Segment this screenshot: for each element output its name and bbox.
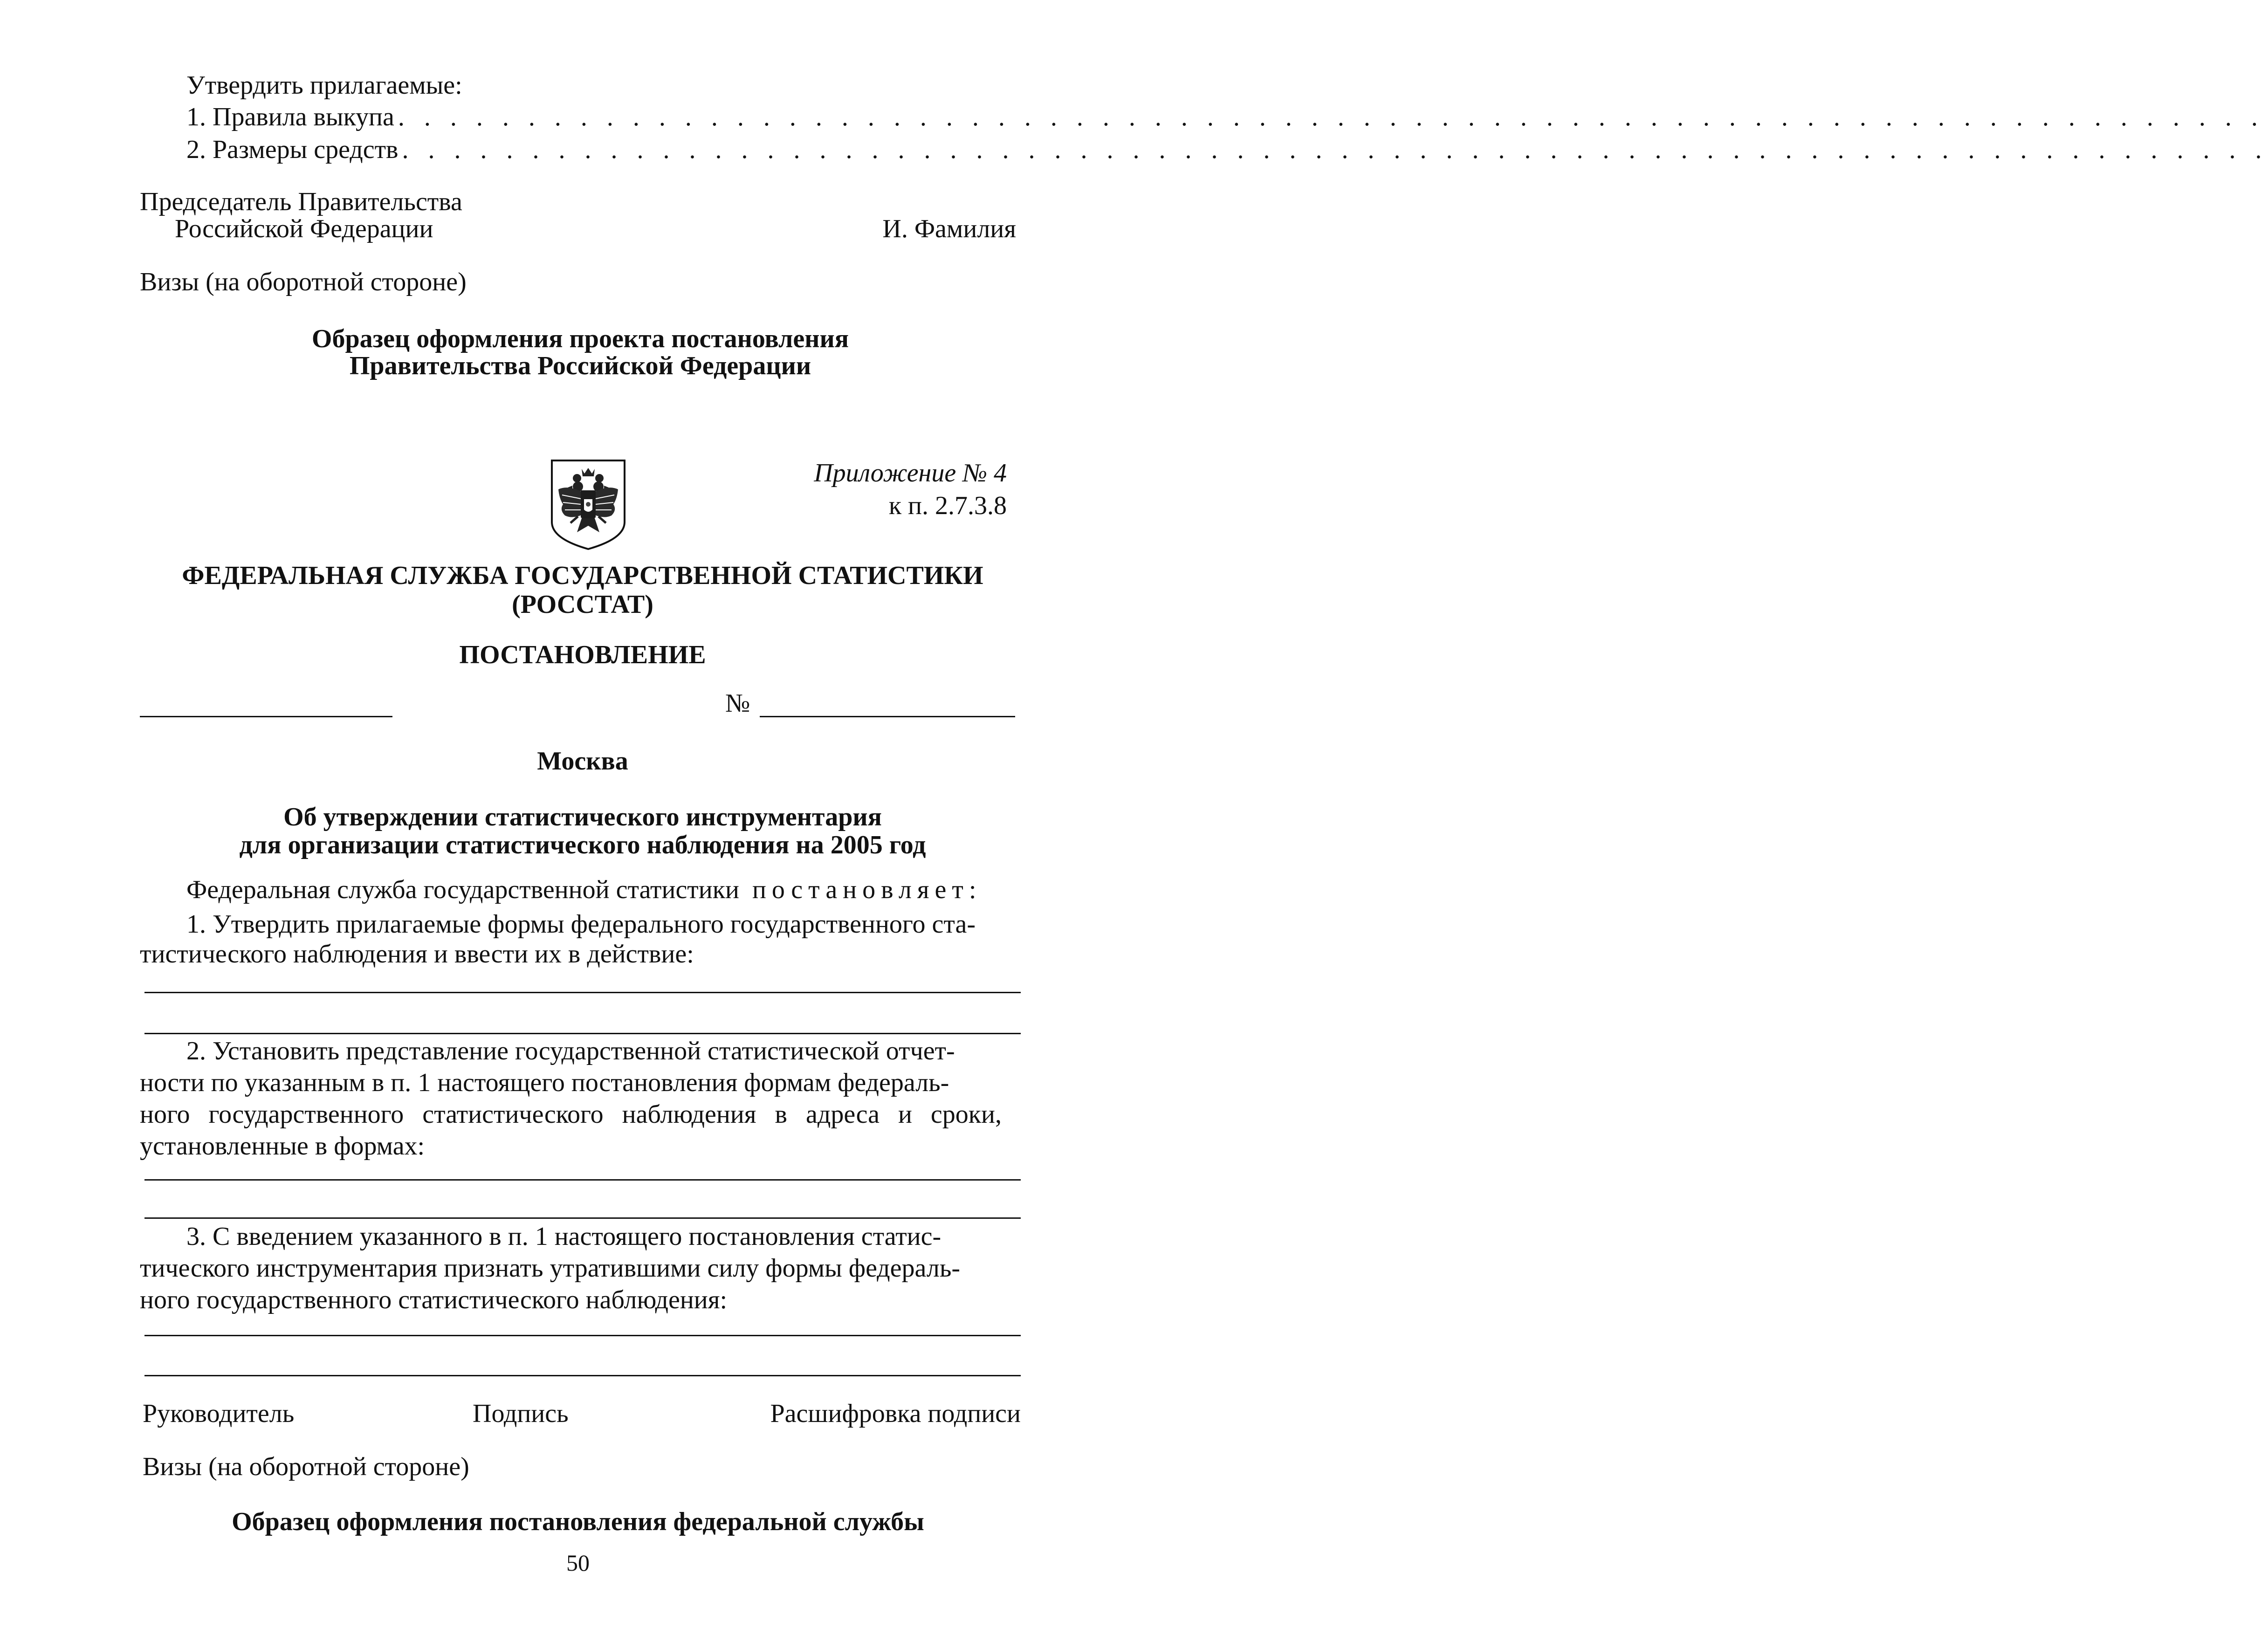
approve-item-2 xyxy=(186,134,2268,165)
coat-of-arms-icon xyxy=(549,458,627,551)
paragraph-2-line2: ности по указанным в п. 1 настоящего постановления формам федераль- xyxy=(140,1068,949,1097)
dot-leader: . . . . . . . . . . . . . . . . . . . . . . . . . . . . . . . . . . . . . . . . . . . . . . . . . . . . . . . . . . . . . . . . . . . . . . . . xyxy=(398,103,2264,131)
sample-caption-line1: Образец оформления проекта постановления xyxy=(311,324,849,353)
fill-line xyxy=(144,1375,1021,1376)
document-type: ПОСТАНОВЛЕНИЕ xyxy=(459,640,706,669)
signatory-title-line1: Председатель Правительства xyxy=(140,187,462,216)
signature-decode-label: Расшифровка подписи xyxy=(770,1399,1021,1428)
approve-intro: Утвердить прилагаемые: xyxy=(186,71,462,100)
paragraph-1-line2: тистического наблюдения и ввести их в действие: xyxy=(140,940,694,969)
fill-line xyxy=(144,992,1021,993)
decree-title-line1: Об утверждении статистического инструментария xyxy=(283,803,882,831)
fill-line xyxy=(144,1335,1021,1336)
org-name-line2: (РОССТАТ) xyxy=(512,590,653,619)
signature-head-title: Руководитель xyxy=(143,1399,295,1428)
fill-line xyxy=(144,1033,1021,1034)
org-name-line1: ФЕДЕРАЛЬНАЯ СЛУЖБА ГОСУДАРСТВЕННОЙ СТАТИСТИКИ xyxy=(182,561,983,590)
paragraph-3-line1: 3. С введением указанного в п. 1 настоящего постановления статис- xyxy=(186,1222,942,1251)
sample-caption-line2: Правительства Российской Федерации xyxy=(349,351,811,380)
fill-line xyxy=(144,1179,1021,1181)
sample-caption-bottom: Образец оформления постановления федеральной службы xyxy=(232,1507,924,1536)
approve-item-label: 1. Правила выкупа xyxy=(186,103,394,131)
preamble-verb: постановляет: xyxy=(752,875,982,904)
page-number: 50 xyxy=(566,1550,590,1576)
number-sign: № xyxy=(725,689,750,718)
number-line xyxy=(760,716,1015,717)
fill-line xyxy=(144,1217,1021,1219)
signatory-name: И. Фамилия xyxy=(882,214,1016,243)
preamble-text: Федеральная служба государственной статистики xyxy=(186,875,739,904)
date-line xyxy=(140,716,392,717)
preamble xyxy=(186,874,982,905)
dot-leader: . . . . . . . . . . . . . . . . . . . . . . . . . . . . . . . . . . . . . . . . . . . . . . . . . . . . . . . . . . . . . . . . . . . . . . . . xyxy=(402,135,2268,164)
paragraph-3-line3: ного государственного статистического наблюдения: xyxy=(140,1285,728,1314)
appendix-reference: к п. 2.7.3.8 xyxy=(888,491,1007,520)
paragraph-3-line2: тического инструментария признать утратившими силу формы федераль- xyxy=(140,1254,961,1283)
paragraph-2-line3: ного государственного статистического наблюдения в адреса и сроки, xyxy=(140,1100,1002,1129)
visas-note: Визы (на оборотной стороне) xyxy=(140,268,467,296)
signatory-title-line2: Российской Федерации xyxy=(175,214,433,243)
signature-label: Подпись xyxy=(473,1399,569,1428)
appendix-title: Приложение № 4 xyxy=(814,459,1007,488)
approve-item-1 xyxy=(186,102,2264,132)
paragraph-2-line1: 2. Установить представление государственной статистической отчет- xyxy=(186,1037,955,1065)
city: Москва xyxy=(537,747,628,776)
approve-item-label: 2. Размеры средств xyxy=(186,135,399,164)
paragraph-2-line4: установленные в формах: xyxy=(140,1132,425,1161)
decree-title-line2: для организации статистического наблюдения на 2005 год xyxy=(239,831,926,859)
visas-note-bottom: Визы (на оборотной стороне) xyxy=(143,1452,469,1481)
paragraph-1-line1: 1. Утвердить прилагаемые формы федерального государственного ста- xyxy=(186,910,976,939)
